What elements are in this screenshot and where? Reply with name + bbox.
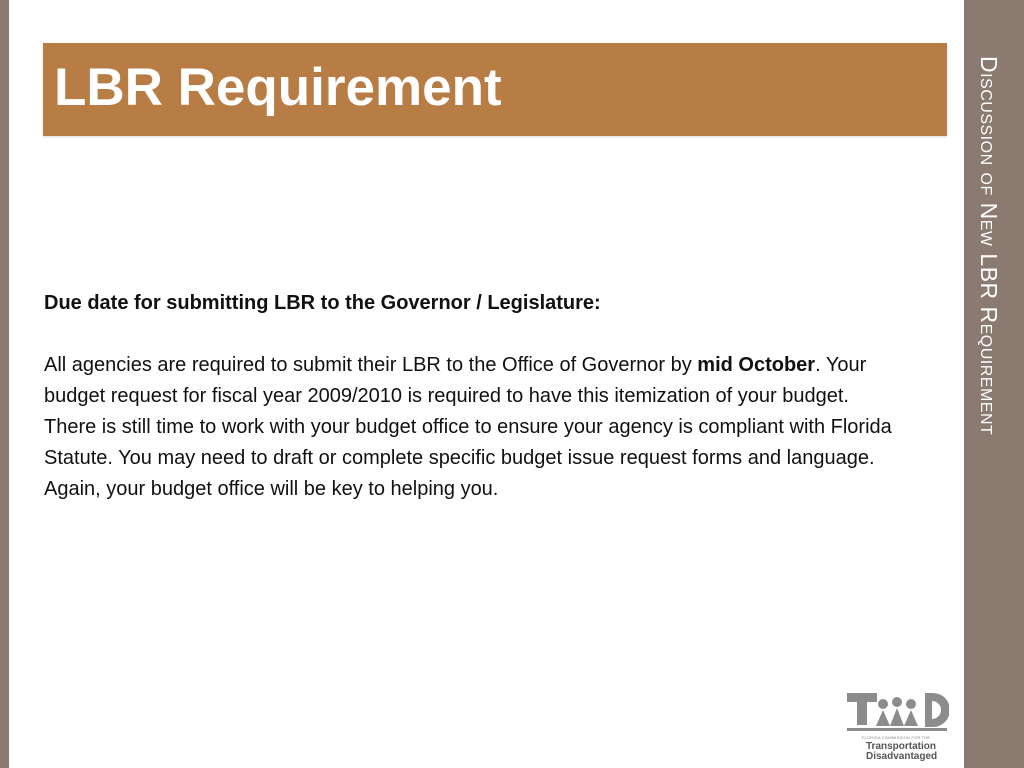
para-start: All agencies are required to submit their LBR to the Office of Governor by	[44, 354, 698, 376]
title-band	[43, 43, 947, 136]
section-title-vertical	[964, 0, 1024, 768]
ctd-logo-mark-icon	[845, 690, 949, 736]
paragraph-spacer	[44, 319, 904, 350]
logo-line-disadvantaged: Disadvantaged	[866, 751, 938, 762]
body-paragraph	[44, 350, 904, 505]
logo-small-text: FLORIDA COMMISSION FOR THE	[862, 735, 931, 740]
section-title-text: Discussion of New LBR Requirement	[976, 56, 1002, 436]
logo-line-transportation: Transportation	[866, 741, 937, 752]
slide-body	[44, 288, 904, 505]
slide-title: LBR Requirement	[54, 58, 502, 117]
para-bold-date: mid October	[697, 354, 816, 376]
left-border-bar	[0, 0, 9, 768]
para-rest: . Your budget request for fiscal year 2009/2010 is required to have this itemization of your budget. There is still time to work with your budget office to ensure your agency is compliant with Florida Statute. You may need to draft or complete specific budget issue request forms and language. Again, your budget office will be key to helping you.	[44, 354, 892, 500]
ctd-logo	[845, 690, 949, 762]
body-heading: Due date for submitting LBR to the Governor / Legislature:	[44, 292, 601, 314]
